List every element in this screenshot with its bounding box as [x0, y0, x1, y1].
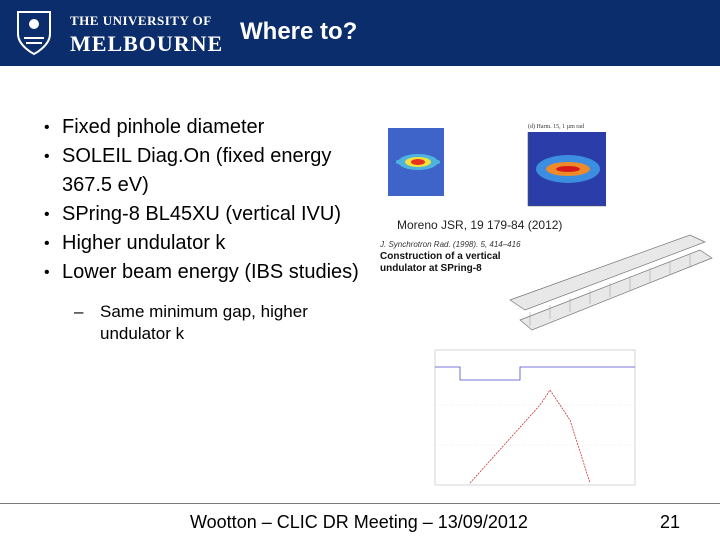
bullet-item [44, 113, 364, 142]
sub-bullet-text: Same minimum gap, higher undulator k [100, 302, 308, 343]
bullet-text: Higher undulator k [62, 232, 226, 254]
bullet-item [44, 200, 364, 229]
bullet-item [44, 258, 364, 287]
bullet-dot-icon: • [44, 235, 50, 252]
dash-icon: – [74, 302, 84, 321]
panel-label: (d) Harm. 15, 1 µm rad [528, 124, 584, 130]
slide-title: Where to? [240, 18, 358, 45]
bullet-dot-icon: • [44, 264, 50, 281]
bullet-item [44, 142, 364, 200]
bullet-text: SPring-8 BL45XU (vertical IVU) [62, 203, 341, 225]
header-divider [0, 66, 720, 68]
bullet-text: SOLEIL Diag.On (fixed energy 367.5 eV) [62, 145, 332, 196]
footer-divider [0, 503, 720, 504]
bullet-list [44, 113, 364, 345]
sub-bullet-item [44, 301, 364, 345]
logo-text-line1: THE UNIVERSITY OF [70, 13, 212, 28]
header-bar [0, 0, 720, 66]
beam-profile-plot [510, 118, 610, 216]
figure-caption: Moreno JSR, 19 179-84 (2012) [397, 218, 563, 232]
bullet-dot-icon: • [44, 119, 50, 136]
bullet-dot-icon: • [44, 206, 50, 223]
logo-text-line2: MELBOURNE [70, 31, 224, 56]
paper-title: Construction of a vertical undulator at SPring-8 [380, 251, 501, 274]
undulator-plot [430, 345, 640, 495]
paper-citation: J. Synchrotron Rad. (1998). 5, 414–416 [380, 240, 521, 249]
footer-text: Wootton – CLIC DR Meeting – 13/09/2012 [190, 512, 528, 532]
bullet-dot-icon: • [44, 148, 50, 165]
bullet-text: Lower beam energy (IBS studies) [62, 261, 359, 283]
beam-profile-image [388, 128, 444, 196]
undulator-drawing [500, 230, 715, 345]
university-crest-icon [14, 8, 54, 56]
page-number: 21 [660, 512, 681, 532]
bullet-text: Fixed pinhole diameter [62, 116, 265, 138]
bullet-item [44, 229, 364, 258]
